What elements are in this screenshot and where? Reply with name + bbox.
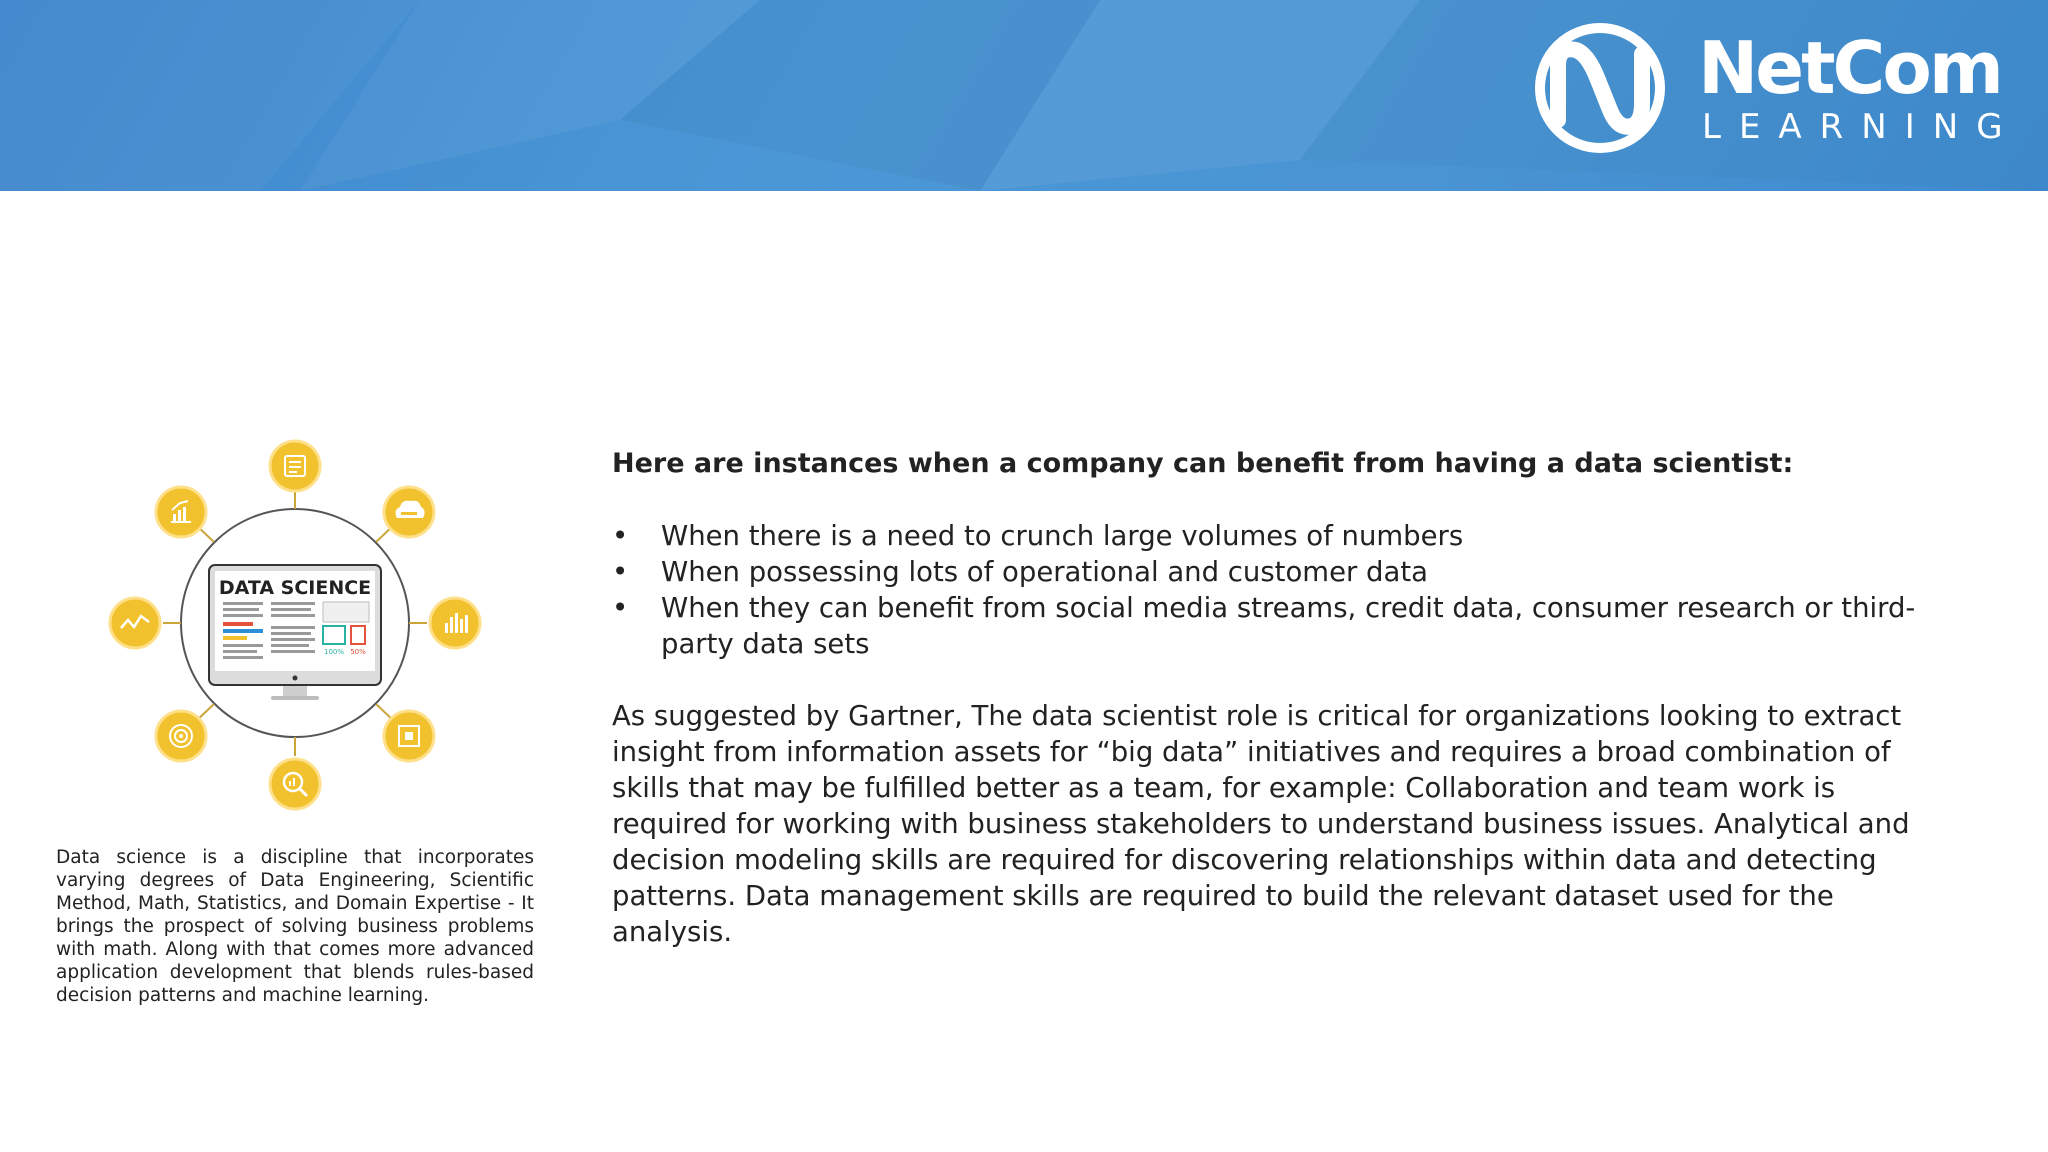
list-item-text: When they can benefit from social media streams, credit data, consumer research or third-party data sets — [661, 592, 1916, 660]
header-banner — [0, 0, 2048, 191]
list-item-text: When there is a need to crunch large volumes of numbers — [661, 520, 1464, 552]
bullet-glyph: • — [612, 520, 629, 552]
cloud-icon — [384, 487, 434, 537]
benefit-list — [612, 518, 1952, 662]
main-content — [612, 446, 1952, 950]
list-item — [612, 590, 1952, 662]
list-item — [612, 518, 1952, 554]
netcom-learning-logo — [1530, 18, 2021, 158]
brand-name: NetCom — [1698, 26, 2001, 110]
bar-chart-icon — [430, 598, 480, 648]
list-item-text: When possessing lots of operational and customer data — [661, 556, 1428, 588]
stat-label-1: 100% — [323, 648, 345, 656]
monitor-icon — [209, 565, 381, 700]
target-icon — [156, 711, 206, 761]
chip-icon — [384, 711, 434, 761]
stat-label-2: 50% — [350, 648, 366, 656]
screen-title: DATA SCIENCE — [218, 577, 372, 599]
gartner-paragraph: As suggested by Gartner, The data scientist role is critical for organizations looking to extract insight from information assets for “big data” initiatives and requires a broad combination of skills that may be fulfilled better as a team, for example: Collaboration and team work is required for working with business stakeholders to understand business issues. Analytical and decision modeling skills are required for discovering relationships within data and detecting patterns. Data management skills are required to build the relevant dataset used for the analysis. — [612, 700, 1910, 948]
list-item — [612, 554, 1952, 590]
brand-subtitle: LEARNING — [1702, 107, 2021, 147]
content-heading: Here are instances when a company can benefit from having a data scientist: — [612, 448, 1794, 479]
growth-chart-icon — [156, 487, 206, 537]
report-icon — [270, 441, 320, 491]
logo-mark-icon — [1530, 18, 1670, 158]
line-chart-icon — [110, 598, 160, 648]
data-science-caption: Data science is a discipline that incorporates varying degrees of Data Engineering, Scientific Method, Math, Statistics, and Domain Expertise - It brings the prospect of solving business problems with math. Along with that comes more advanced application development that blends rules-based decision patterns and machine learning. — [56, 847, 534, 1006]
magnifier-chart-icon — [270, 759, 320, 809]
bullet-glyph: • — [612, 592, 629, 624]
data-science-diagram — [95, 430, 495, 830]
bullet-glyph: • — [612, 556, 629, 588]
